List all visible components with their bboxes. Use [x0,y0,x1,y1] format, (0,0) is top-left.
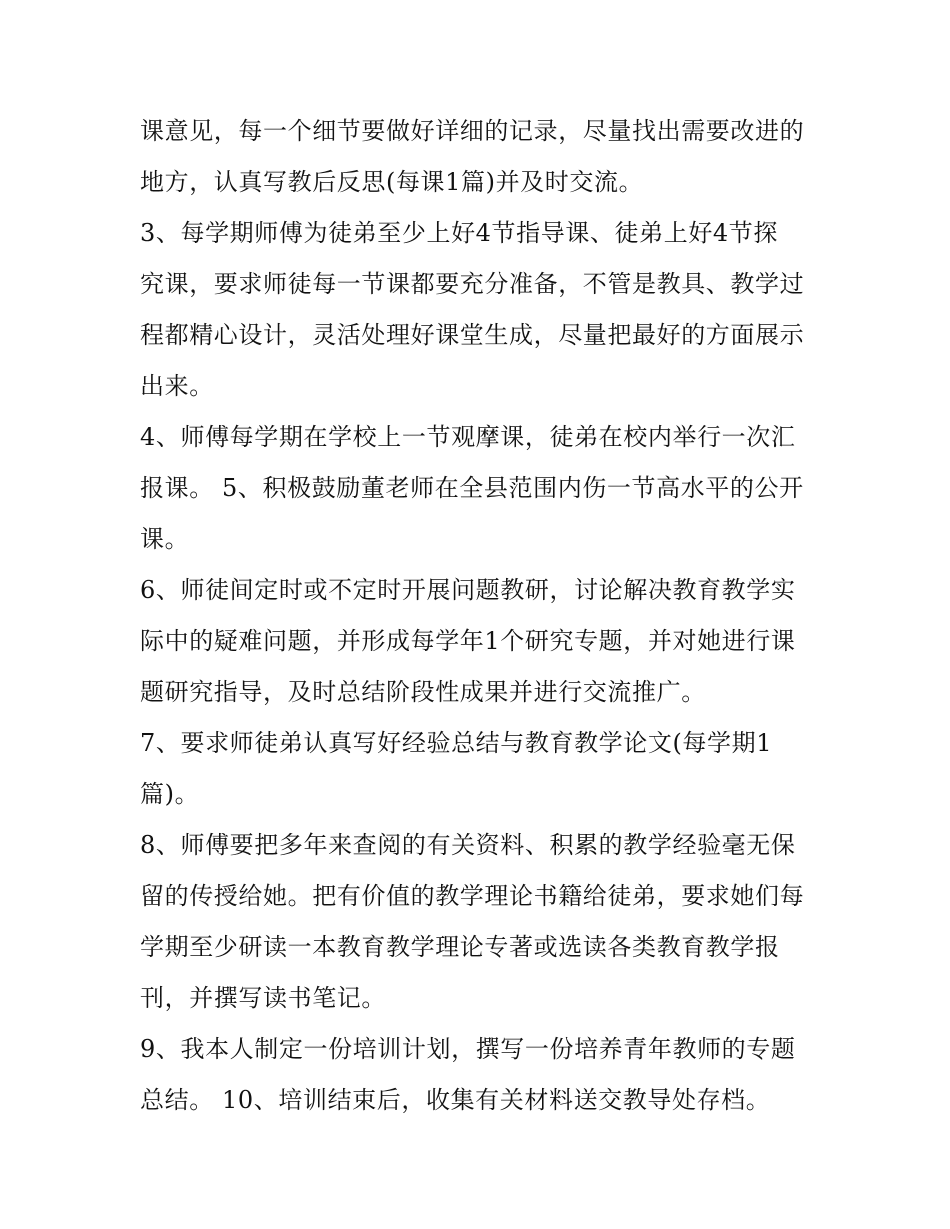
document-body [140,106,820,1126]
text-line: 6、师徒间定时或不定时开展问题教研，讨论解决教育教学实 [140,576,796,604]
text-line: 9、我本人制定一份培训计划，撰写一份培养青年教师的专题 [140,1035,796,1063]
text-line: 3、每学期师傅为徒弟至少上好4节指导课、徒弟上好4节探 [140,219,779,247]
text-line: 际中的疑难问题，并形成每学年1个研究专题，并对她进行课 [140,627,796,655]
text-line: 出来。 [140,372,214,400]
text-line: 地方，认真写教后反思(每课1篇)并及时交流。 [140,168,644,196]
text-line: 4、师傅每学期在学校上一节观摩课，徒弟在校内举行一次汇 [140,423,796,451]
text-line: 报课。 5、积极鼓励董老师在全县范围内伤一节高水平的公开 [140,474,804,502]
text-line: 7、要求师徒弟认真写好经验总结与教育教学论文(每学期1 [140,729,773,757]
text-line: 刊，并撰写读书笔记。 [140,984,386,1012]
text-line: 篇)。 [140,780,200,808]
text-line: 学期至少研读一本教育教学理论专著或选读各类教育教学报 [140,933,780,961]
text-line: 总结。 10、培训结束后，收集有关材料送交教导处存档。 [140,1086,771,1114]
text-line: 题研究指导，及时总结阶段性成果并进行交流推广。 [140,678,706,706]
text-line: 究课，要求师徒每一节课都要充分准备，不管是教具、教学过 [140,270,805,298]
text-line: 课。 [140,525,190,553]
text-line: 留的传授给她。把有价值的教学理论书籍给徒弟，要求她们每 [140,882,805,910]
text-line: 课意见，每一个细节要做好详细的记录，尽量找出需要改进的 [140,117,805,145]
text-line: 程都精心设计，灵活处理好课堂生成，尽量把最好的方面展示 [140,321,805,349]
text-line: 8、师傅要把多年来查阅的有关资料、积累的教学经验毫无保 [140,831,796,859]
